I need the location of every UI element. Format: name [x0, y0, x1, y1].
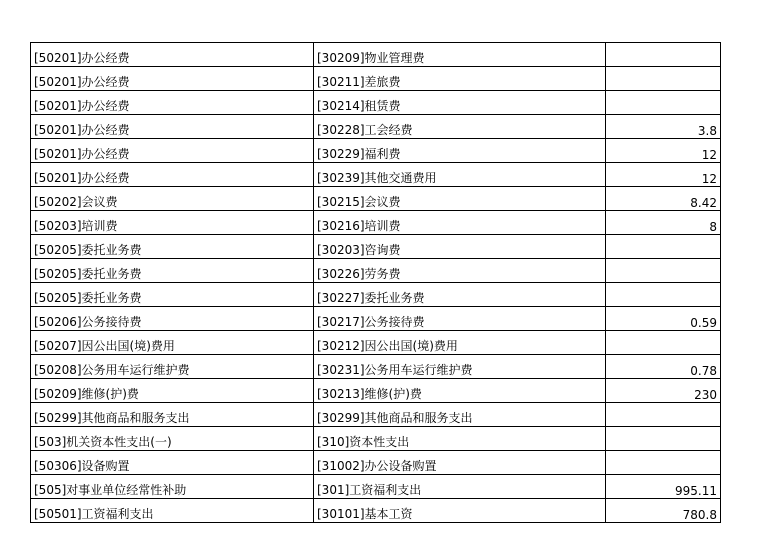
econ-class-cell: [50201]办公经费	[31, 43, 314, 67]
func-class-cell: [30217]公务接待费	[314, 307, 606, 331]
econ-class-cell: [50201]办公经费	[31, 115, 314, 139]
table-row	[31, 91, 721, 115]
econ-class-cell: [50306]设备购置	[31, 451, 314, 475]
amount-cell: 12	[606, 163, 721, 187]
amount-cell	[606, 331, 721, 355]
table-row	[31, 211, 721, 235]
econ-class-cell: [503]机关资本性支出(一)	[31, 427, 314, 451]
table-row	[31, 451, 721, 475]
econ-class-cell: [505]对事业单位经常性补助	[31, 475, 314, 499]
table-row	[31, 187, 721, 211]
econ-class-cell: [50209]维修(护)费	[31, 379, 314, 403]
table-row	[31, 235, 721, 259]
func-class-cell: [31002]办公设备购置	[314, 451, 606, 475]
budget-table	[30, 42, 721, 523]
func-class-cell: [30299]其他商品和服务支出	[314, 403, 606, 427]
amount-cell: 780.8	[606, 499, 721, 523]
func-class-cell: [30215]会议费	[314, 187, 606, 211]
amount-cell	[606, 403, 721, 427]
table-row	[31, 379, 721, 403]
func-class-cell: [30211]差旅费	[314, 67, 606, 91]
amount-cell: 8.42	[606, 187, 721, 211]
table-row	[31, 355, 721, 379]
amount-cell: 0.78	[606, 355, 721, 379]
func-class-cell: [30214]租赁费	[314, 91, 606, 115]
func-class-cell: [30231]公务用车运行维护费	[314, 355, 606, 379]
amount-cell: 12	[606, 139, 721, 163]
econ-class-cell: [50201]办公经费	[31, 139, 314, 163]
table-row	[31, 115, 721, 139]
amount-cell	[606, 427, 721, 451]
table-row	[31, 139, 721, 163]
table-row	[31, 427, 721, 451]
func-class-cell: [30213]维修(护)费	[314, 379, 606, 403]
func-class-cell: [30229]福利费	[314, 139, 606, 163]
amount-cell	[606, 43, 721, 67]
func-class-cell: [30228]工会经费	[314, 115, 606, 139]
func-class-cell: [30226]劳务费	[314, 259, 606, 283]
func-class-cell: [30101]基本工资	[314, 499, 606, 523]
func-class-cell: [30227]委托业务费	[314, 283, 606, 307]
table-row	[31, 403, 721, 427]
econ-class-cell: [50208]公务用车运行维护费	[31, 355, 314, 379]
econ-class-cell: [50207]因公出国(境)费用	[31, 331, 314, 355]
econ-class-cell: [50202]会议费	[31, 187, 314, 211]
amount-cell	[606, 451, 721, 475]
amount-cell	[606, 259, 721, 283]
func-class-cell: [30209]物业管理费	[314, 43, 606, 67]
table-row	[31, 475, 721, 499]
table-row	[31, 331, 721, 355]
func-class-cell: [310]资本性支出	[314, 427, 606, 451]
amount-cell: 0.59	[606, 307, 721, 331]
table-row	[31, 499, 721, 523]
amount-cell: 3.8	[606, 115, 721, 139]
econ-class-cell: [50201]办公经费	[31, 163, 314, 187]
table-row	[31, 67, 721, 91]
econ-class-cell: [50299]其他商品和服务支出	[31, 403, 314, 427]
table-row	[31, 283, 721, 307]
econ-class-cell: [50206]公务接待费	[31, 307, 314, 331]
table-row	[31, 307, 721, 331]
amount-cell	[606, 91, 721, 115]
func-class-cell: [30212]因公出国(境)费用	[314, 331, 606, 355]
econ-class-cell: [50205]委托业务费	[31, 235, 314, 259]
func-class-cell: [301]工资福利支出	[314, 475, 606, 499]
amount-cell: 995.11	[606, 475, 721, 499]
amount-cell: 8	[606, 211, 721, 235]
econ-class-cell: [50205]委托业务费	[31, 259, 314, 283]
table-body	[31, 43, 721, 523]
func-class-cell: [30216]培训费	[314, 211, 606, 235]
econ-class-cell: [50201]办公经费	[31, 91, 314, 115]
table-row	[31, 43, 721, 67]
econ-class-cell: [50205]委托业务费	[31, 283, 314, 307]
func-class-cell: [30203]咨询费	[314, 235, 606, 259]
econ-class-cell: [50201]办公经费	[31, 67, 314, 91]
func-class-cell: [30239]其他交通费用	[314, 163, 606, 187]
table-row	[31, 163, 721, 187]
amount-cell: 230	[606, 379, 721, 403]
amount-cell	[606, 235, 721, 259]
amount-cell	[606, 67, 721, 91]
table-row	[31, 259, 721, 283]
econ-class-cell: [50203]培训费	[31, 211, 314, 235]
econ-class-cell: [50501]工资福利支出	[31, 499, 314, 523]
amount-cell	[606, 283, 721, 307]
